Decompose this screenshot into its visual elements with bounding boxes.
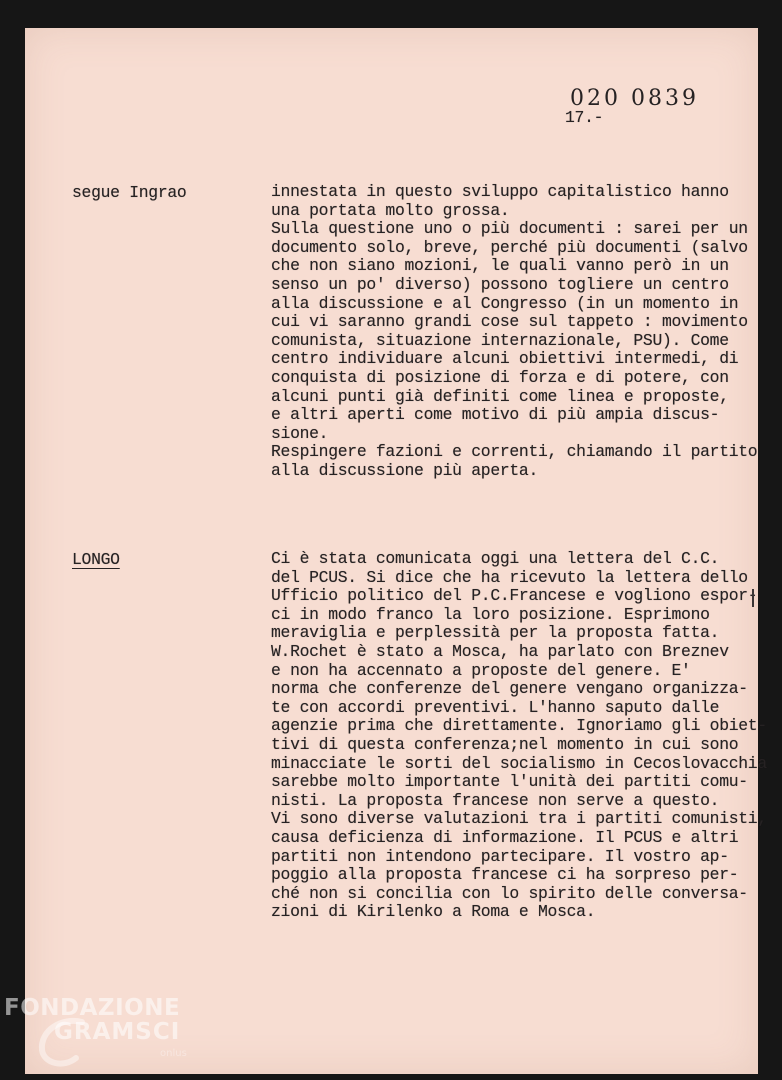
text-line: W.Rochet è stato a Mosca, ha parlato con Breznev [271,641,729,661]
margin-tab-mark [752,589,760,607]
text-line: e altri aperti come motivo di più ampia discus- [271,405,720,425]
speech-block-ingrao [271,183,761,481]
speaker-label-ingrao: segue Ingrao [72,183,187,202]
text-line: sione. [271,423,329,443]
text-line: norma che conferenze del genere vengano organizza- [271,679,748,699]
text-line: alla discussione e al Congresso (in un momento in [271,293,739,313]
text-line: causa deficienza di informazione. Il PCUS e altri [271,827,739,847]
text-line: che non siano mozioni, le quali vanno però in un [271,256,729,276]
text-line: documento solo, breve, perché più documenti (salvo [271,237,748,257]
text-line: del PCUS. Si dice che ha ricevuto la lettera dello [271,567,748,587]
document-number: 020 0839 [570,86,699,111]
text-line: Sulla questione uno o più documenti : sarei per un [271,219,748,239]
text-line: ci in modo franco la loro posizione. Esprimono [271,604,710,624]
text-line: zioni di Kirilenko a Roma e Mosca. [271,902,596,922]
text-line: partiti non intendono partecipare. Il vostro ap- [271,846,729,866]
text-line: poggio alla proposta francese ci ha sorpreso per- [271,865,739,885]
text-line: te con accordi preventivi. L'hanno saputo dalle [271,697,720,717]
paper-page [25,28,767,1074]
text-line: ché non si concilia con lo spirito delle conversa- [271,883,748,903]
text-line: alcuni punti già definiti come linea e proposte, [271,386,729,406]
speaker-label-longo: LONGO [72,550,120,569]
text-line: Vi sono diverse valutazioni tra i partiti comunisti, [271,809,767,829]
text-line: una portata molto grossa. [271,200,510,220]
text-line: nisti. La proposta francese non serve a questo. [271,790,720,810]
text-line: Ufficio politico del P.C.Francese e vogliono espor- [271,586,758,606]
text-line: conquista di posizione di forza e di potere, con [271,367,729,387]
text-line: tivi di questa conferenza;nel momento in cui sono [271,734,739,754]
text-line: alla discussione più aperta. [271,460,539,480]
text-line: e non ha accennato a proposte del genere. E' [271,660,691,680]
text-line: comunista, situazione internazionale, PSU). Come [271,330,729,350]
text-line: senso un po' diverso) possono togliere un centro [271,274,729,294]
text-line: agenzie prima che direttamente. Ignoriamo gli obiet- [271,716,767,736]
text-line: centro individuare alcuni obiettivi intermedi, di [271,349,739,369]
text-line: innestata in questo sviluppo capitalistico hanno [271,182,729,201]
watermark-line-3: onlus [160,1048,187,1059]
text-line: Ci è stata comunicata oggi una lettera del C.C. [271,549,720,568]
page-number: 17.- [565,108,604,127]
watermark-line-2: GRAMSCI [54,1019,181,1045]
speech-block-longo [271,549,767,922]
text-line: Respingere fazioni e correnti, chiamando il partito [271,442,758,462]
text-line: cui vi saranno grandi cose sul tappeto : movimento [271,312,748,332]
text-line: meraviglia e perplessità per la proposta fatta. [271,623,720,643]
watermark-line-1: FONDAZIONE [4,995,181,1021]
archive-watermark [2,990,202,1080]
text-line: sarebbe molto importante l'unità dei partiti comu- [271,772,748,792]
text-line: minacciate le sorti del socialismo in Cecoslovacchia [271,753,767,773]
